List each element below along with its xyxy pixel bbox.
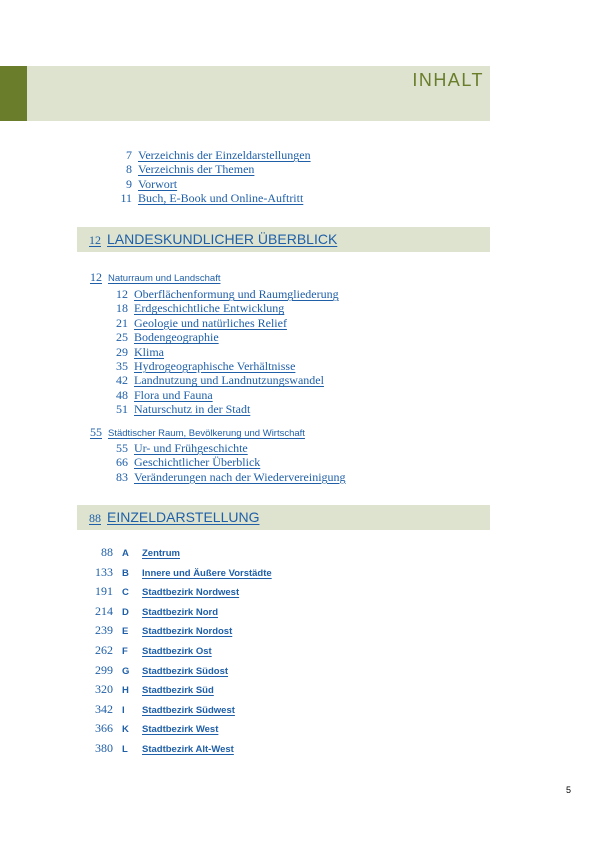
district-letter: K [122, 724, 129, 736]
district-letter: L [122, 743, 128, 755]
district-entry-link[interactable] [87, 700, 235, 717]
toc-page-number: 11 [120, 191, 132, 206]
toc-entry-title: Geschichtlicher Überblick [134, 455, 261, 470]
toc-entry-title: Naturschutz in der Stadt [134, 402, 251, 417]
district-entry [87, 620, 272, 640]
toc-entry-link[interactable] [106, 191, 303, 205]
district-letter: A [122, 548, 129, 559]
toc-entry [106, 345, 339, 359]
district-entry [87, 601, 272, 621]
district-letter: F [122, 645, 128, 657]
toc-page-number: 7 [126, 148, 132, 162]
toc-page-number: 55 [116, 441, 128, 455]
section-page-number: 12 [89, 233, 101, 247]
district-entry-link[interactable] [87, 739, 234, 756]
district-entry-link[interactable] [87, 563, 272, 580]
district-page-number: 366 [95, 721, 113, 736]
toc-entry-title: Oberflächenformung und Raumgliederung [134, 287, 339, 301]
subsection-title: Städtischer Raum, Bevölkerung und Wirtschaft [108, 428, 305, 439]
district-entry [87, 562, 272, 582]
district-entry [87, 738, 272, 758]
district-entry-link[interactable] [87, 582, 239, 599]
toc-entry-title: Vorwort [138, 176, 178, 191]
toc-page-number: 83 [116, 469, 128, 484]
toc-entry [106, 388, 339, 402]
district-entry [87, 542, 272, 562]
einzeldarstellung-toc-list [87, 542, 272, 758]
toc-page-number: 21 [116, 315, 128, 330]
toc-entry-link[interactable] [106, 455, 260, 469]
district-title: Stadtbezirk Ost [142, 645, 212, 657]
header-accent-block [0, 66, 27, 121]
district-title: Stadtbezirk Alt-West [142, 743, 234, 755]
district-letter: D [122, 606, 129, 618]
toc-entry-link[interactable] [106, 345, 164, 359]
toc-page-number: 29 [116, 344, 128, 359]
section-bar-einzeldarstellung [77, 505, 490, 530]
section-title: EINZELDARSTELLUNG [107, 509, 260, 525]
toc-entry-link[interactable] [106, 301, 284, 315]
toc-page-number: 51 [116, 402, 128, 417]
toc-entry-link[interactable] [106, 359, 295, 373]
section-link-einzeldarstellung[interactable] [89, 509, 259, 527]
subsection-link-staedtischer-raum[interactable] [90, 423, 305, 441]
toc-entry-title: Geologie und natürliches Relief [134, 315, 287, 330]
district-entry-link[interactable] [87, 543, 180, 560]
toc-entry [106, 402, 339, 416]
toc-entry-link[interactable] [106, 162, 254, 176]
toc-entry [106, 455, 346, 469]
toc-entry-title: Verzeichnis der Einzeldarstellungen [138, 148, 311, 162]
toc-entry-link[interactable] [106, 316, 287, 330]
subsection-link-naturraum[interactable] [90, 268, 220, 286]
district-page-number: 239 [95, 623, 113, 638]
district-page-number: 133 [95, 564, 113, 579]
district-title: Stadtbezirk Südost [142, 665, 229, 677]
district-entry [87, 699, 272, 719]
district-entry [87, 679, 272, 699]
section-title: LANDESKUNDLICHER ÜBERBLICK [107, 231, 338, 247]
section-link-landeskundlicher-ueberblick[interactable] [89, 231, 337, 249]
toc-page-number: 8 [126, 162, 132, 177]
district-page-number: 191 [95, 584, 113, 599]
toc-entry-title: Klima [134, 344, 164, 359]
toc-page-number: 25 [116, 330, 128, 345]
district-entry [87, 718, 272, 738]
toc-entry [106, 177, 311, 191]
toc-entry-title: Flora und Fauna [134, 387, 213, 402]
intro-toc-list [106, 148, 311, 206]
district-entry [87, 581, 272, 601]
toc-entry-link[interactable] [106, 388, 213, 402]
toc-entry-title: Veränderungen nach der Wiedervereinigung [134, 469, 346, 484]
header-bar [27, 66, 490, 121]
district-page-number: 88 [101, 545, 113, 559]
district-page-number: 299 [95, 662, 113, 677]
district-entry-link[interactable] [87, 641, 212, 658]
toc-entry-link[interactable] [106, 330, 219, 344]
district-title: Stadtbezirk West [142, 724, 219, 736]
toc-entry-link[interactable] [106, 177, 177, 191]
toc-entry [106, 470, 346, 484]
district-title: Stadtbezirk Nordost [142, 626, 233, 638]
subsection-page-number: 55 [90, 425, 102, 439]
toc-entry-title: Bodengeographie [134, 330, 219, 345]
district-letter: E [122, 626, 129, 638]
toc-entry [106, 441, 346, 455]
district-entry [87, 660, 272, 680]
district-entry-link[interactable] [87, 621, 232, 638]
district-letter: C [122, 587, 129, 599]
district-letter: G [122, 665, 130, 677]
toc-entry-title: Landnutzung und Landnutzungswandel [134, 373, 324, 388]
toc-page-number: 48 [116, 387, 128, 402]
district-letter: I [122, 704, 125, 716]
staedtischer-raum-toc-list [106, 441, 346, 484]
district-entry-link[interactable] [87, 661, 228, 678]
district-title: Stadtbezirk Nord [142, 606, 219, 618]
district-page-number: 262 [95, 642, 113, 657]
toc-entry-link[interactable] [106, 441, 248, 455]
district-letter: B [122, 567, 129, 579]
district-title: Stadtbezirk Südwest [142, 704, 235, 716]
district-title: Stadtbezirk Süd [142, 685, 214, 697]
toc-page-number: 18 [116, 301, 128, 316]
toc-entry [106, 287, 339, 301]
toc-page-number: 66 [116, 455, 128, 470]
toc-entry-title: Erdgeschichtliche Entwicklung [134, 301, 285, 316]
district-entry-link[interactable] [87, 680, 214, 697]
subsection-title: Naturraum und Landschaft [108, 273, 221, 284]
subsection-page-number: 12 [90, 270, 102, 284]
toc-entry-title: Ur- und Frühgeschichte [134, 441, 248, 455]
section-page-number: 88 [89, 511, 101, 525]
toc-entry-link[interactable] [106, 402, 250, 416]
district-title: Innere und Äußere Vorstädte [142, 567, 272, 579]
toc-entry [106, 301, 339, 315]
toc-page-number: 12 [116, 287, 128, 301]
toc-entry-link[interactable] [106, 373, 324, 387]
district-page-number: 214 [95, 603, 113, 618]
district-entry [87, 640, 272, 660]
toc-entry-title: Hydrogeographische Verhältnisse [134, 358, 296, 373]
toc-entry-title: Buch, E-Book und Online-Auftritt [138, 191, 304, 206]
section-bar-landeskundlicher-ueberblick [77, 227, 490, 252]
toc-entry-title: Verzeichnis der Themen [138, 162, 255, 177]
toc-page-number: 35 [116, 358, 128, 373]
district-page-number: 342 [95, 701, 113, 716]
toc-entry [106, 330, 339, 344]
toc-entry [106, 191, 311, 205]
toc-entry [106, 316, 339, 330]
district-title: Stadtbezirk Nordwest [142, 587, 240, 599]
district-letter: H [122, 685, 129, 697]
district-page-number: 380 [95, 740, 113, 755]
toc-entry [106, 162, 311, 176]
toc-entry [106, 359, 339, 373]
naturraum-toc-list [106, 287, 339, 417]
toc-page-number: 42 [116, 373, 128, 388]
district-page-number: 320 [95, 682, 113, 697]
toc-entry-link[interactable] [106, 470, 346, 484]
toc-entry [106, 148, 311, 162]
page-number: 5 [566, 785, 572, 795]
district-entry-link[interactable] [87, 602, 218, 619]
toc-entry-link[interactable] [106, 148, 311, 162]
district-entry-link[interactable] [87, 719, 218, 736]
toc-entry-link[interactable] [106, 287, 339, 301]
page-title: INHALT [412, 70, 484, 90]
toc-page-number: 9 [126, 176, 132, 191]
district-title: Zentrum [142, 548, 180, 559]
toc-entry [106, 373, 339, 387]
